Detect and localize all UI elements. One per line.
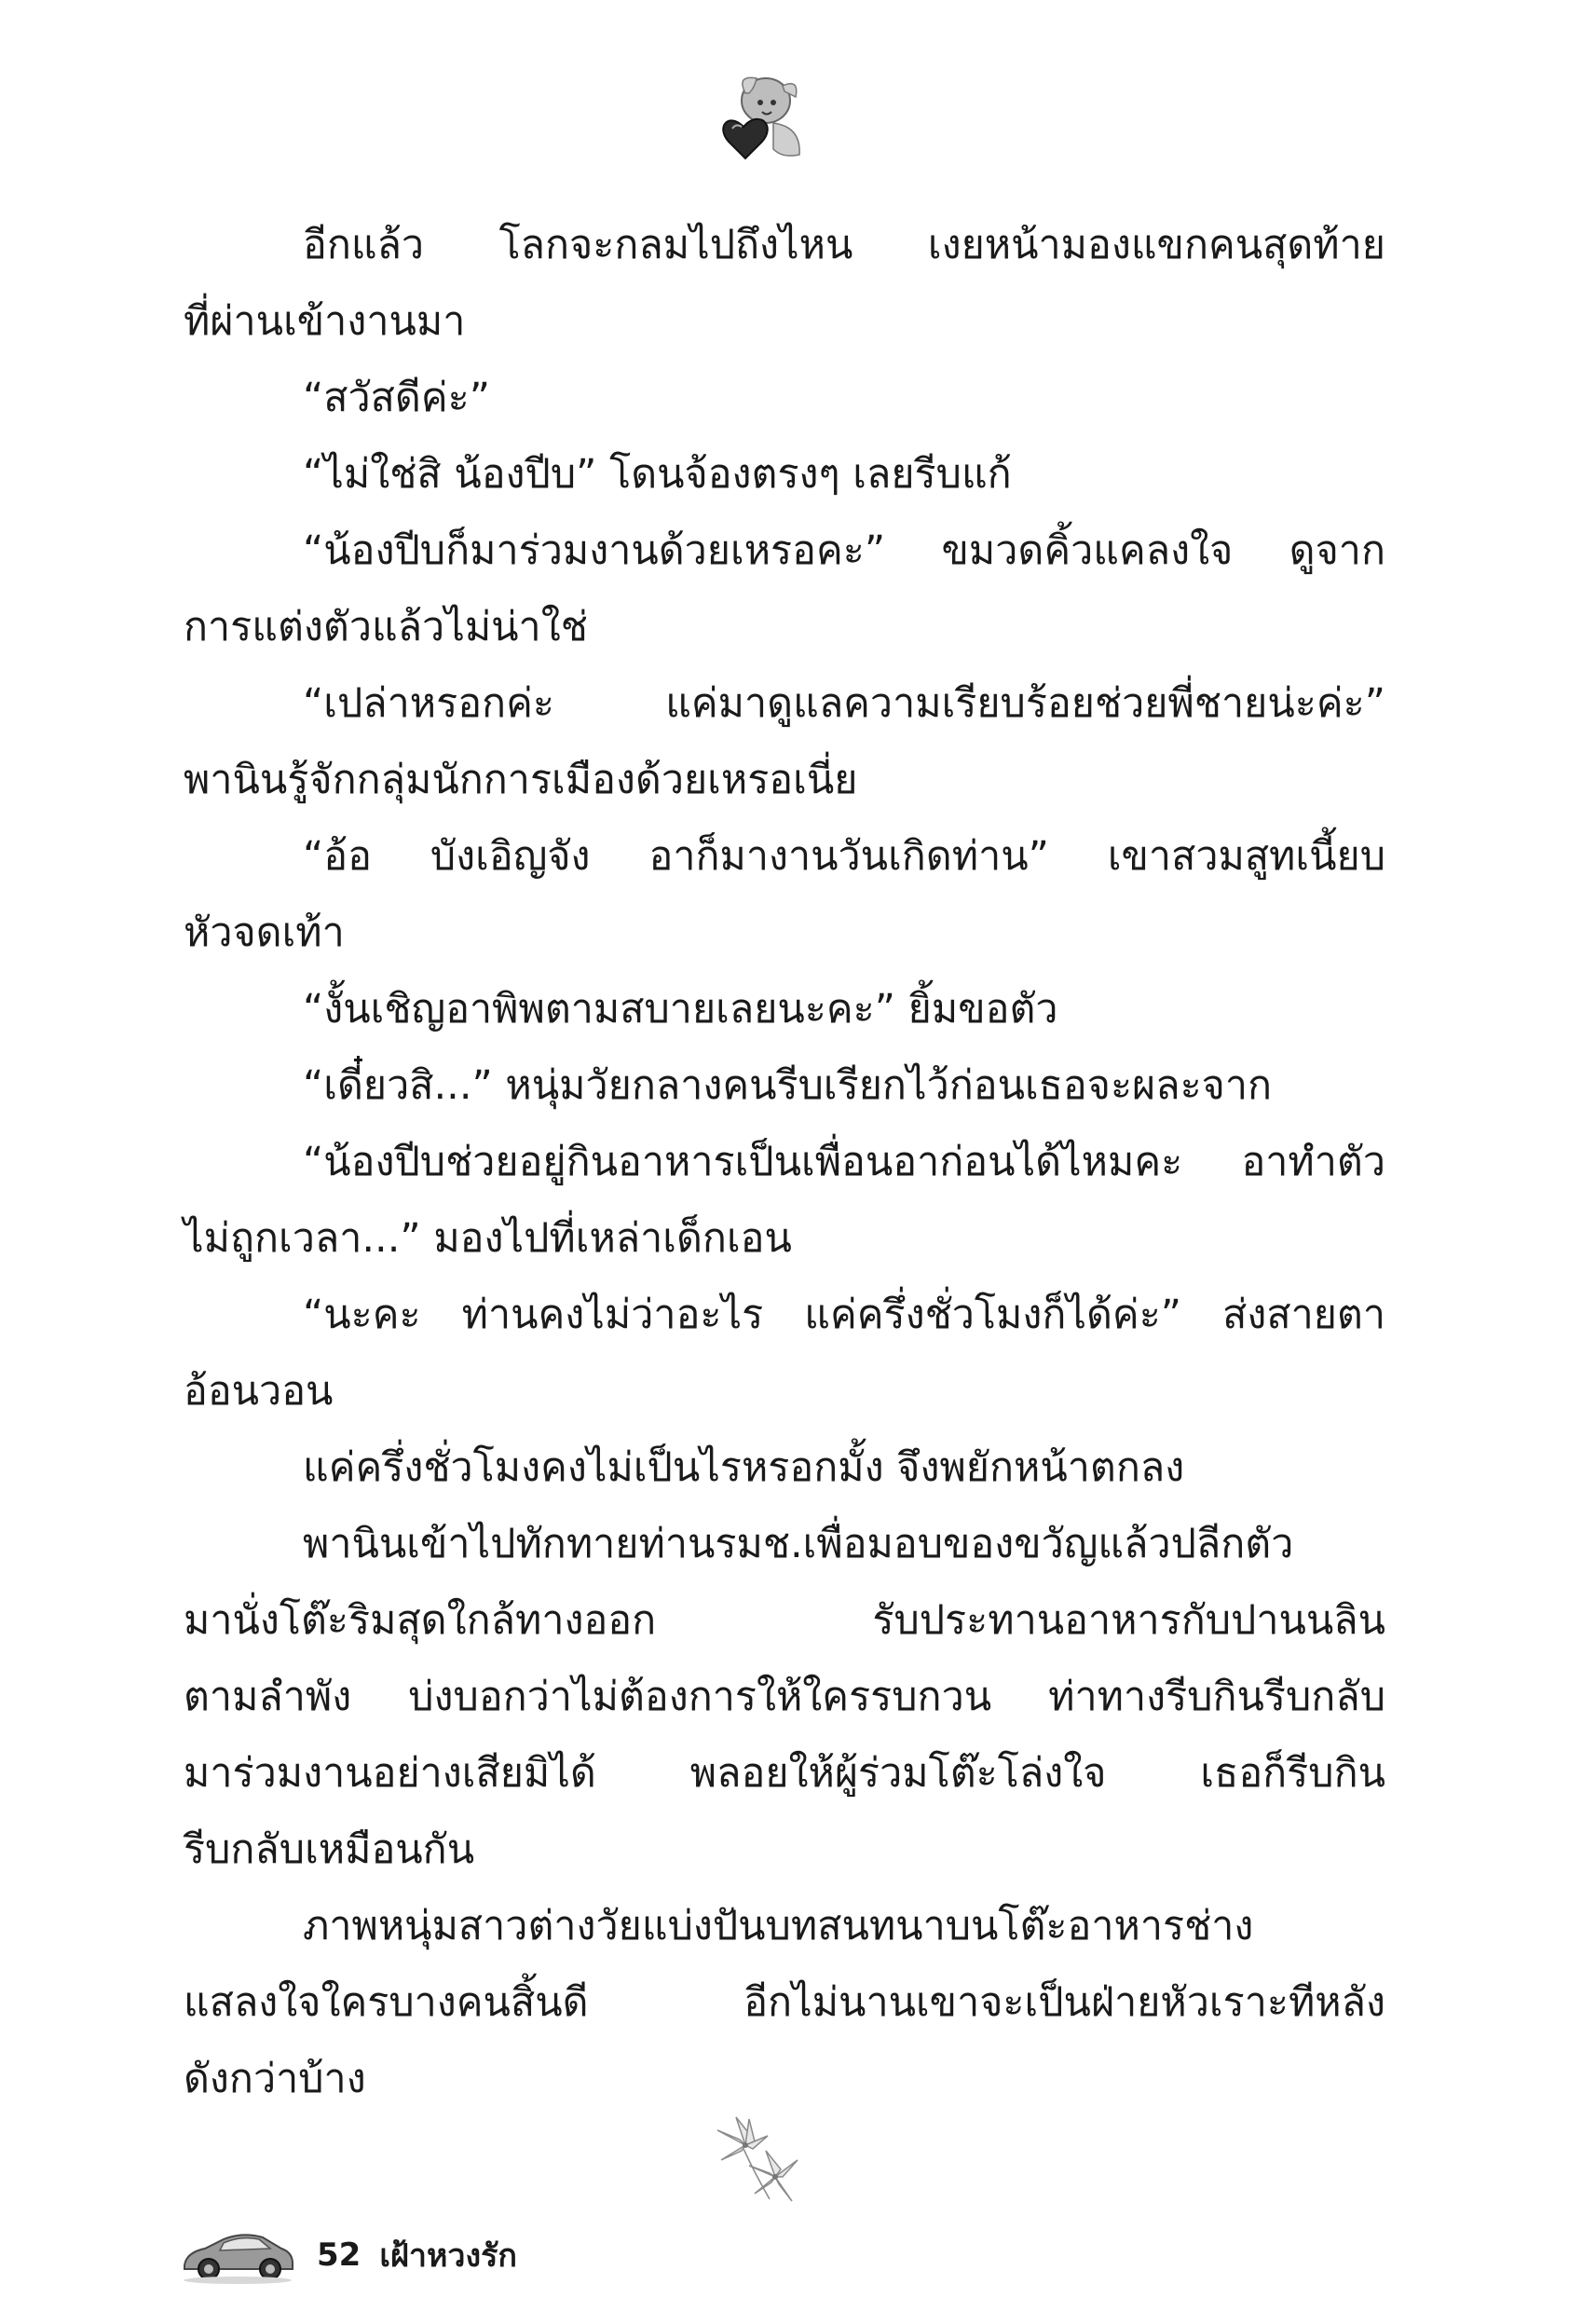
car-icon [177, 2222, 298, 2288]
text-line: “น้องปีบก็มาร่วมงานด้วยเหรอคะ” ขมวดคิ้วแคลงใจ ดูจาก [303, 527, 1385, 574]
book-title: เฝ้าหวงรัก [379, 2237, 517, 2275]
text-line: การแต่งตัวแล้วไม่น่าใช่ [184, 604, 588, 650]
text-line: มาร่วมงานอย่างเสียมิได้ พลอยให้ผู้ร่วมโต๊ะโล่งใจ เธอก็รีบกิน [184, 1750, 1385, 1797]
text-line: มานั่งโต๊ะริมสุดใกล้ทางออก รับประทานอาหารกับปานนลิน [184, 1597, 1385, 1644]
text-line: “เดี๋ยวสิ...” หนุ่มวัยกลางคนรีบเรียกไว้ก่อนเธอจะผละจาก [303, 1062, 1273, 1109]
text-line: “สวัสดีค่ะ” [303, 375, 490, 421]
text-line: ภาพหนุ่มสาวต่างวัยแบ่งปันบทสนทนาบนโต๊ะอาหารช่าง [303, 1903, 1254, 1949]
lily-flower-icon [708, 2108, 811, 2210]
text-line: พานินรู้จักกลุ่มนักการเมืองด้วยเหรอเนี่ย [184, 757, 858, 803]
text-line: “นะคะ ท่านคงไม่ว่าอะไร แค่ครึ่งชั่วโมงก็ได้ค่ะ” ส่งสายตา [303, 1292, 1385, 1338]
text-line: ที่ผ่านเข้างานมา [184, 298, 466, 345]
text-line: “น้องปีบช่วยอยู่กินอาหารเป็นเพื่อนอาก่อนได้ไหมคะ อาทำตัว [303, 1139, 1385, 1185]
text-line: ตามลำพัง บ่งบอกว่าไม่ต้องการให้ใครรบกวน ท่าทางรีบกินรีบกลับ [184, 1674, 1385, 1720]
text-line: ไม่ถูกเวลา...” มองไปที่เหล่าเด็กเอน [184, 1215, 792, 1262]
body-text [184, 207, 1385, 2117]
text-line: “อ้อ บังเอิญจัง อาก็มางานวันเกิดท่าน” เขาสวมสูทเนี้ยบ [303, 833, 1385, 880]
text-line: หัวจดเท้า [184, 909, 345, 956]
text-line: แสลงใจใครบางคนสิ้นดี อีกไม่นานเขาจะเป็นฝ่ายหัวเราะทีหลัง [184, 1979, 1385, 2026]
text-line: “เปล่าหรอกค่ะ แค่มาดูแลความเรียบร้อยช่วยพี่ชายน่ะค่ะ” [303, 680, 1385, 727]
page-number: 52 [317, 2236, 361, 2274]
text-line: อีกแล้ว โลกจะกลมไปถึงไหน เงยหน้ามองแขกคนสุดท้าย [303, 222, 1385, 268]
text-line: อ้อนวอน [184, 1368, 334, 1415]
page-footer [177, 2213, 517, 2297]
text-line: ดังกว่าบ้าง [184, 2056, 366, 2102]
text-line: พานินเข้าไปทักทายท่านรมช.เพื่อมอบของขวัญแล้วปลีกตัว [303, 1521, 1294, 1567]
text-line: แค่ครึ่งชั่วโมงคงไม่เป็นไรหรอกมั้ง จึงพยักหน้าตกลง [303, 1444, 1185, 1491]
cupid-heart-icon [708, 65, 811, 168]
text-line: รีบกลับเหมือนกัน [184, 1826, 475, 1873]
text-line: “ไม่ใช่สิ น้องปีบ” โดนจ้องตรงๆ เลยรีบแก้ [303, 451, 1012, 498]
text-line: “งั้นเชิญอาพิพตามสบายเลยนะคะ” ยิ้มขอตัว [303, 986, 1058, 1032]
